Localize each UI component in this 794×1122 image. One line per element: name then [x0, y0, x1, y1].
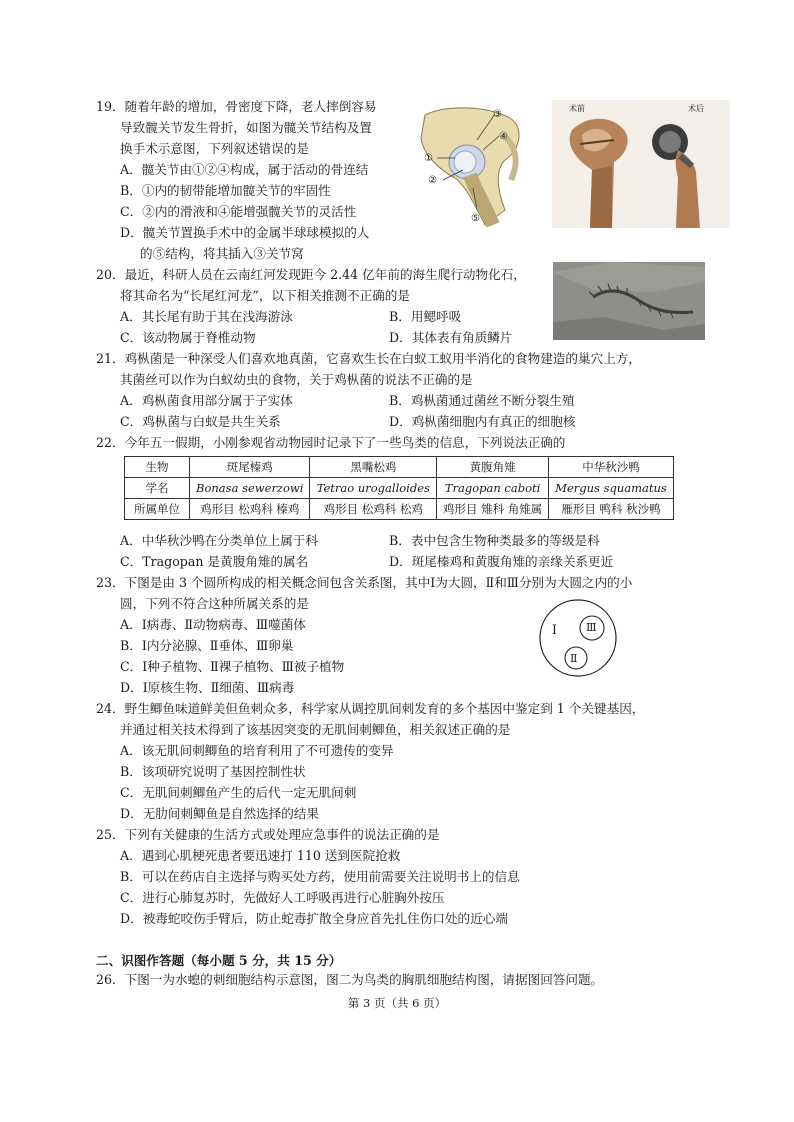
q22-option-c: C．Tragopan 是黄腹角雉的属名 [120, 554, 309, 569]
q21-option-b: B．鸡枞菌通过菌丝不断分裂生殖 [389, 393, 575, 408]
table-cell: 黄腹角雉 [437, 457, 549, 478]
q19-stem-line-2: 导致髋关节发生骨折，如图为髋关节结构及置 [120, 120, 372, 135]
q25-stem-line-1: 25．下列有关健康的生活方式或处理应急事件的说法正确的是 [96, 827, 440, 842]
q22-option-a: A．中华秋沙鸭在分类单位上属于科 [120, 533, 319, 548]
hip-label-2: ② [428, 175, 437, 186]
table-cell: 斑尾榛鸡 [190, 457, 310, 478]
table-cell: 所属单位 [125, 499, 190, 520]
q22-option-b: B．表中包含生物种类最多的等级是科 [389, 533, 600, 548]
table-cell: 鸡形目 雉科 角雉属 [437, 499, 549, 520]
page-footer: 第 3 页（共 6 页） [347, 996, 447, 1010]
q19-option-d-cont: 的⑤结构，将其插入③关节窝 [140, 246, 304, 261]
q21-option-a: A．鸡枞菌食用部分属于子实体 [120, 393, 293, 408]
q22-stem-line-1: 22．今年五一假期，小刚参观省动物园时记录下了一些鸟类的信息，下列说法正确的 [96, 435, 566, 450]
photo-label-after: 术后 [688, 104, 704, 113]
table-row [125, 478, 674, 499]
q23-option-a: A．Ⅰ病毒、Ⅱ动物病毒、Ⅲ噬菌体 [120, 617, 306, 632]
table-cell: 雁形目 鸭科 秋沙鸭 [548, 499, 673, 520]
hip-label-3: ③ [493, 109, 502, 120]
q20-stem-line-2: 将其命名为“长尾红河龙”，以下相关推测不正确的是 [120, 288, 410, 303]
table-cell: Tetrao urogalloides [310, 478, 437, 499]
q25-option-d: D．被毒蛇咬伤手臂后，防止蛇毒扩散全身应首先扎住伤口处的近心端 [120, 911, 508, 926]
table-cell: 学名 [125, 478, 190, 499]
table-cell: 黑嘴松鸡 [310, 457, 437, 478]
q20-option-c: C．该动物属于脊椎动物 [120, 330, 256, 345]
fossil-photo [553, 262, 705, 340]
q19-option-a: A．髋关节由①②④构成，属于活动的骨连结 [120, 162, 369, 177]
q24-stem-line-1: 24．野生鲫鱼味道鲜美但鱼刺众多，科学家从调控肌间刺发育的多个基因中鉴定到 1 个关键基因， [96, 701, 645, 716]
q25-option-b: B．可以在药店自主选择与购买处方药，使用前需要关注说明书上的信息 [120, 869, 520, 884]
q23-option-d: D．Ⅰ原核生物、Ⅱ细菌、Ⅲ病毒 [120, 680, 295, 695]
q26-stem: 26．下图一为水螅的刺细胞结构示意图，图二为鸟类的胸肌细胞结构图，请据图回答问题。 [96, 972, 604, 987]
q24-option-c: C．无肌间刺鲫鱼产生的后代一定无肌间刺 [120, 785, 357, 800]
section-heading: 二、识图作答题（每小题 5 分，共 15 分） [96, 953, 342, 968]
q23-option-c: C．Ⅰ种子植物、Ⅱ裸子植物、Ⅲ被子植物 [120, 659, 345, 674]
circle-label-small-top: Ⅲ [586, 621, 597, 634]
q23-stem-line-2: 圆，下列不符合这种所属关系的是 [120, 596, 309, 611]
table-cell: 中华秋沙鸭 [548, 457, 673, 478]
table-cell: 生物 [125, 457, 190, 478]
bird-classification-table [124, 456, 674, 520]
q19-stem-line-3: 换手术示意图，下列叙述错误的是 [120, 141, 309, 156]
q20-option-d: D．其体表有角质鳞片 [389, 330, 513, 345]
q25-option-a: A．遇到心肌梗死患者要迅速打 110 送到医院抢救 [120, 848, 401, 863]
table-cell: 鸡形目 松鸡科 榛鸡 [190, 499, 310, 520]
table-cell: Bonasa sewerzowi [190, 478, 310, 499]
q23-option-b: B．Ⅰ内分泌腺、Ⅱ垂体、Ⅲ卵巢 [120, 638, 294, 653]
photo-label-before: 术前 [569, 104, 585, 113]
q21-option-d: D．鸡枞菌细胞内有真正的细胞核 [389, 414, 576, 429]
table-row [125, 457, 674, 478]
q19-stem-line-1: 19．随着年龄的增加，骨密度下降，老人摔倒容易 [96, 99, 377, 114]
circle-label-big: Ⅰ [552, 622, 557, 637]
q24-option-b: B．该项研究说明了基因控制性状 [120, 764, 306, 779]
q20-option-a: A．其长尾有助于其在浅海游泳 [120, 309, 293, 324]
table-cell: 鸡形目 松鸡科 松鸡 [310, 499, 437, 520]
hip-label-1: ① [424, 153, 433, 164]
q25-option-c: C．进行心肺复苏时，先做好人工呼吸再进行心脏胸外按压 [120, 890, 445, 905]
venn-circle-diagram [538, 598, 618, 678]
q24-option-a: A．该无肌间刺鲫鱼的培育利用了不可遗传的变异 [120, 743, 394, 758]
q22-option-d: D．斑尾榛鸡和黄腹角雉的亲缘关系更近 [389, 554, 614, 569]
q19-option-b: B．①内的韧带能增加髋关节的牢固性 [120, 183, 331, 198]
circle-label-small-bottom: Ⅱ [570, 652, 578, 665]
q21-stem-line-2: 其菌丝可以作为白蚁幼虫的食物，关于鸡枞菌的说法不正确的是 [120, 372, 473, 387]
table-row [125, 499, 674, 520]
q19-option-c: C．②内的滑液和④能增强髋关节的灵活性 [120, 204, 357, 219]
q20-option-b: B．用鳃呼吸 [389, 309, 462, 324]
table-cell: Mergus squamatus [548, 478, 673, 499]
q23-stem-line-1: 23．下图是由 3 个圆所构成的相关概念间包含关系图，其中Ⅰ为大圆，Ⅱ和Ⅲ分别为大圆之内的小 [96, 575, 633, 590]
hip-label-4: ④ [499, 131, 508, 142]
q20-stem-line-1: 20．最近，科研人员在云南红河发现距今 2.44 亿年前的海生爬行动物化石， [96, 267, 526, 282]
q24-option-d: D．无肋间刺鲫鱼是自然选择的结果 [120, 806, 320, 821]
q19-option-d: D．髋关节置换手术中的金属半球球模拟的人 [120, 225, 370, 240]
q21-option-c: C．鸡枞菌与白蚁是共生关系 [120, 414, 281, 429]
q24-stem-line-2: 并通过相关技术得到了该基因突变的无肌间刺鲫鱼，相关叙述正确的是 [120, 722, 511, 737]
table-cell: Tragopan caboti [437, 478, 549, 499]
hip-label-5: ⑤ [471, 213, 480, 224]
surgery-photo-before [552, 100, 642, 228]
q21-stem-line-1: 21．鸡枞菌是一种深受人们喜欢地真菌，它喜欢生长在白蚁工蚁用半消化的食物建造的巢穴上方， [96, 351, 641, 366]
surgery-photo-after [642, 100, 730, 228]
